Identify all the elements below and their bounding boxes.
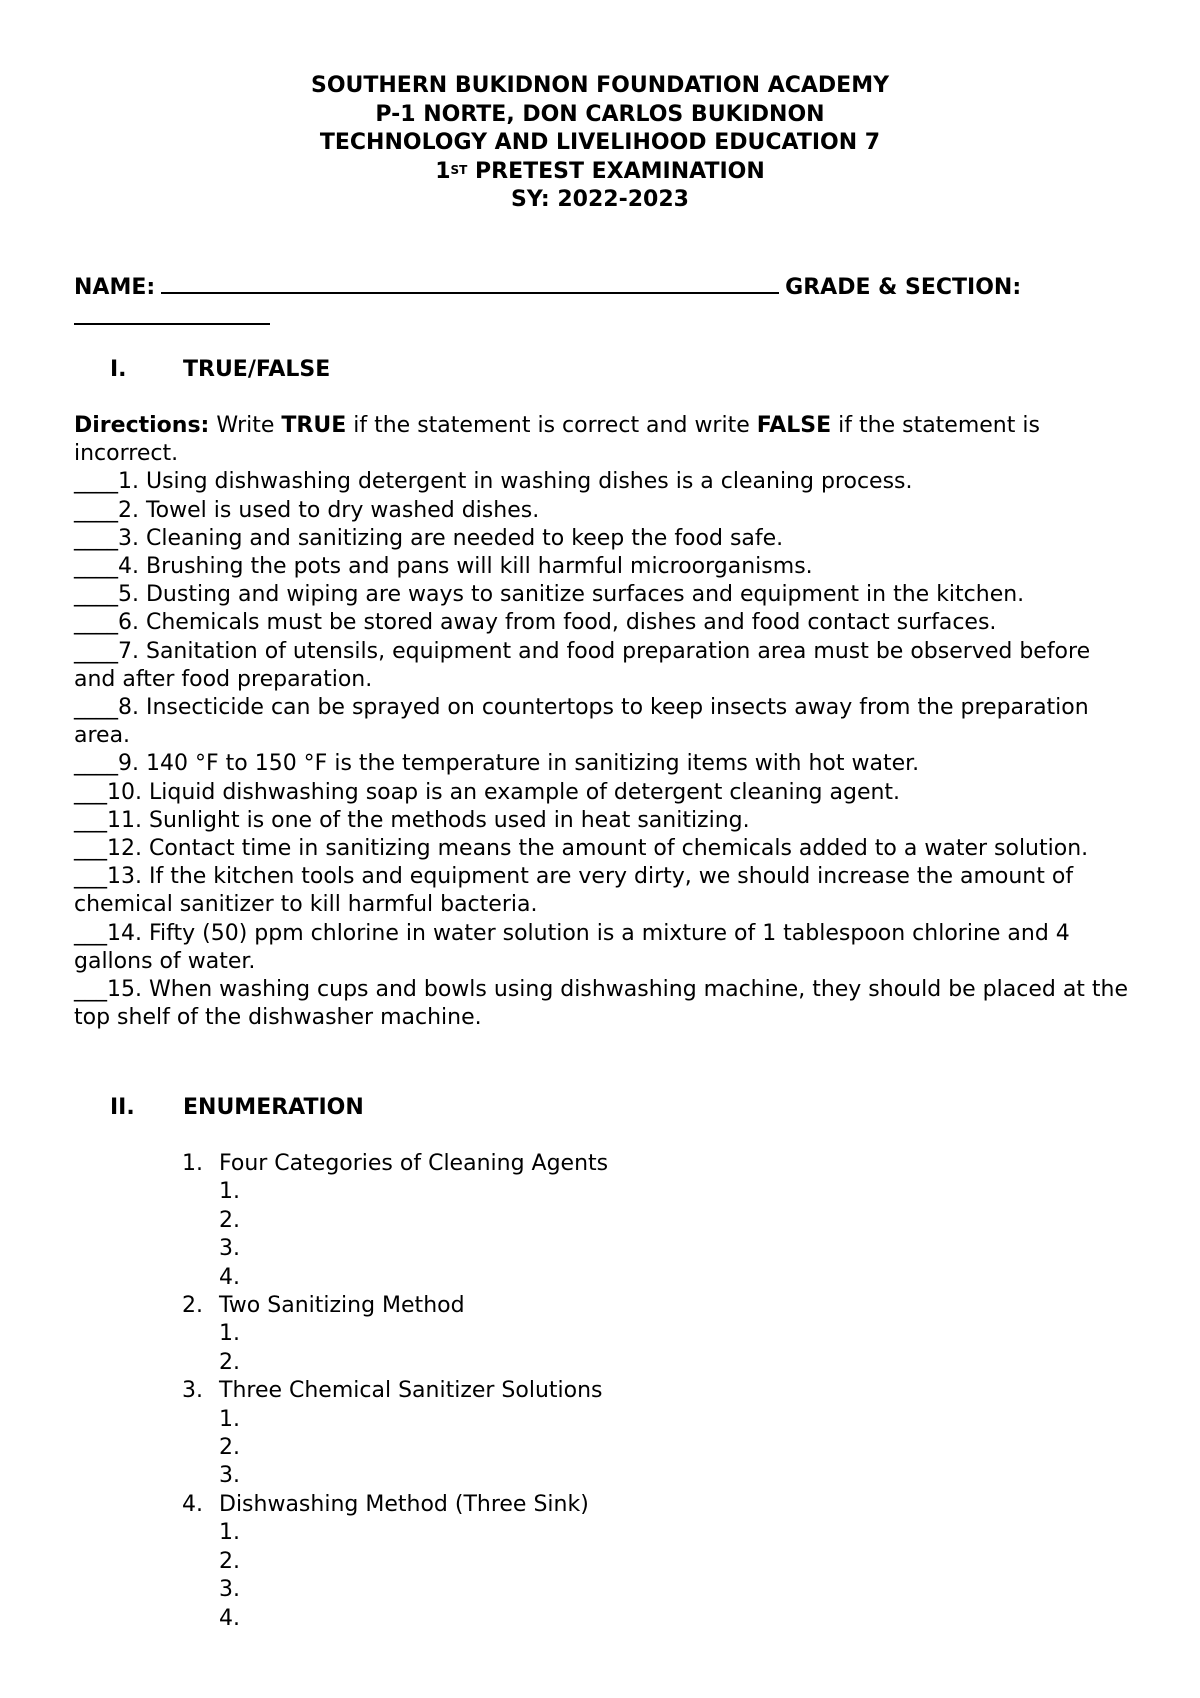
enum-answer[interactable]: 2. [219,1349,240,1375]
enum-question-number: 4. [182,1491,203,1517]
exam-prefix: 1 [435,158,451,184]
school-address: P-1 NORTE, DON CARLOS BUKIDNON [375,101,825,127]
enum-answer[interactable]: 4. [219,1264,240,1290]
enumeration-list [182,1150,608,1633]
enum-answer[interactable]: 1. [219,1406,240,1432]
exam-superscript: ST [450,162,468,177]
tf-item: ____1. Using dishwashing detergent in washing dishes is a cleaning process. [74,469,913,495]
part1-title: TRUE/FALSE [183,357,331,382]
directions-false: FALSE [756,413,832,438]
exam-header [0,72,1200,215]
directions [74,412,1134,468]
section-label: GRADE & SECTION: [785,275,1022,300]
part2-number: II. [110,1095,135,1120]
directions-label: Directions: [74,413,210,438]
enum-answer[interactable]: 3. [219,1577,240,1603]
part2-heading [110,1094,364,1122]
tf-item: ___12. Contact time in sanitizing means the amount of chemicals added to a water solution. [74,836,1089,862]
enum-answer[interactable]: 3. [219,1463,240,1489]
enum-question-number: 2. [182,1293,203,1319]
enum-answer[interactable]: 1. [219,1321,240,1347]
exam-title [0,158,1200,187]
tf-item: ____5. Dusting and wiping are ways to sanitize surfaces and equipment in the kitchen. [74,582,1025,608]
section-blank-line[interactable] [74,303,270,325]
enum-question-text: Two Sanitizing Method [219,1293,465,1319]
enum-answer[interactable]: 1. [219,1520,240,1546]
enum-answer[interactable]: 2. [219,1548,240,1574]
enum-question [182,1491,608,1519]
tf-item: ____3. Cleaning and sanitizing are needed to keep the food safe. [74,525,784,551]
enum-answer[interactable]: 1. [219,1179,240,1205]
enum-question-text: Three Chemical Sanitizer Solutions [219,1378,603,1404]
tf-item: ___15. When washing cups and bowls using dishwashing machine, they should be placed at the top shelf of the dishwasher machine. [74,977,1129,1031]
tf-item: ____9. 140 °F to 150 °F is the temperature in sanitizing items with hot water. [74,751,920,777]
tf-item: ____2. Towel is used to dry washed dishes. [74,497,540,523]
directions-text-3: if the statement is incorrect. [74,413,1040,467]
subject-title: TECHNOLOGY AND LIVELIHOOD EDUCATION 7 [319,130,881,156]
exam-suffix: PRETEST EXAMINATION [467,158,765,184]
enum-question [182,1377,608,1405]
part2-title: ENUMERATION [183,1095,364,1120]
tf-item: ___10. Liquid dishwashing soap is an example of detergent cleaning agent. [74,779,901,805]
part1-body [74,412,1134,1032]
tf-item: ___14. Fifty (50) ppm chlorine in water solution is a mixture of 1 tablespoon chlorine and 4 gallons of water. [74,920,1070,974]
enum-answer[interactable]: 2. [219,1435,240,1461]
student-info-row [74,272,1134,302]
tf-item: ___11. Sunlight is one of the methods used in heat sanitizing. [74,807,750,833]
enum-question-text: Four Categories of Cleaning Agents [219,1151,609,1176]
name-blank-line[interactable] [161,272,779,294]
directions-text-1: Write [209,413,282,438]
tf-item: ____8. Insecticide can be sprayed on countertops to keep insects away from the preparation area. [74,695,1089,749]
tf-item: ___13. If the kitchen tools and equipment are very dirty, we should increase the amount of chemical sanitizer to kill harmful bacteria. [74,864,1074,918]
enum-question-number: 3. [182,1378,203,1404]
part1-number: I. [110,357,127,382]
tf-item: ____7. Sanitation of utensils, equipment and food preparation area must be observed before and after food preparation. [74,638,1091,692]
part1-heading [110,356,330,384]
enum-answer[interactable]: 3. [219,1236,240,1262]
directions-text-2: if the statement is correct and write [346,413,757,438]
name-label: NAME: [74,275,156,300]
directions-true: TRUE [281,413,347,438]
enum-question [182,1292,608,1320]
school-year: SY: 2022-2023 [511,187,689,213]
enum-question-text: Dishwashing Method (Three Sink) [219,1491,589,1517]
tf-item: ____4. Brushing the pots and pans will kill harmful microorganisms. [74,554,813,580]
enum-answer[interactable]: 4. [219,1605,240,1631]
enum-answer[interactable]: 2. [219,1207,240,1233]
school-name: SOUTHERN BUKIDNON FOUNDATION ACADEMY [310,73,890,98]
enum-question-number: 1. [182,1151,203,1176]
tf-item: ____6. Chemicals must be stored away from food, dishes and food contact surfaces. [74,610,997,636]
enum-question [182,1150,608,1178]
